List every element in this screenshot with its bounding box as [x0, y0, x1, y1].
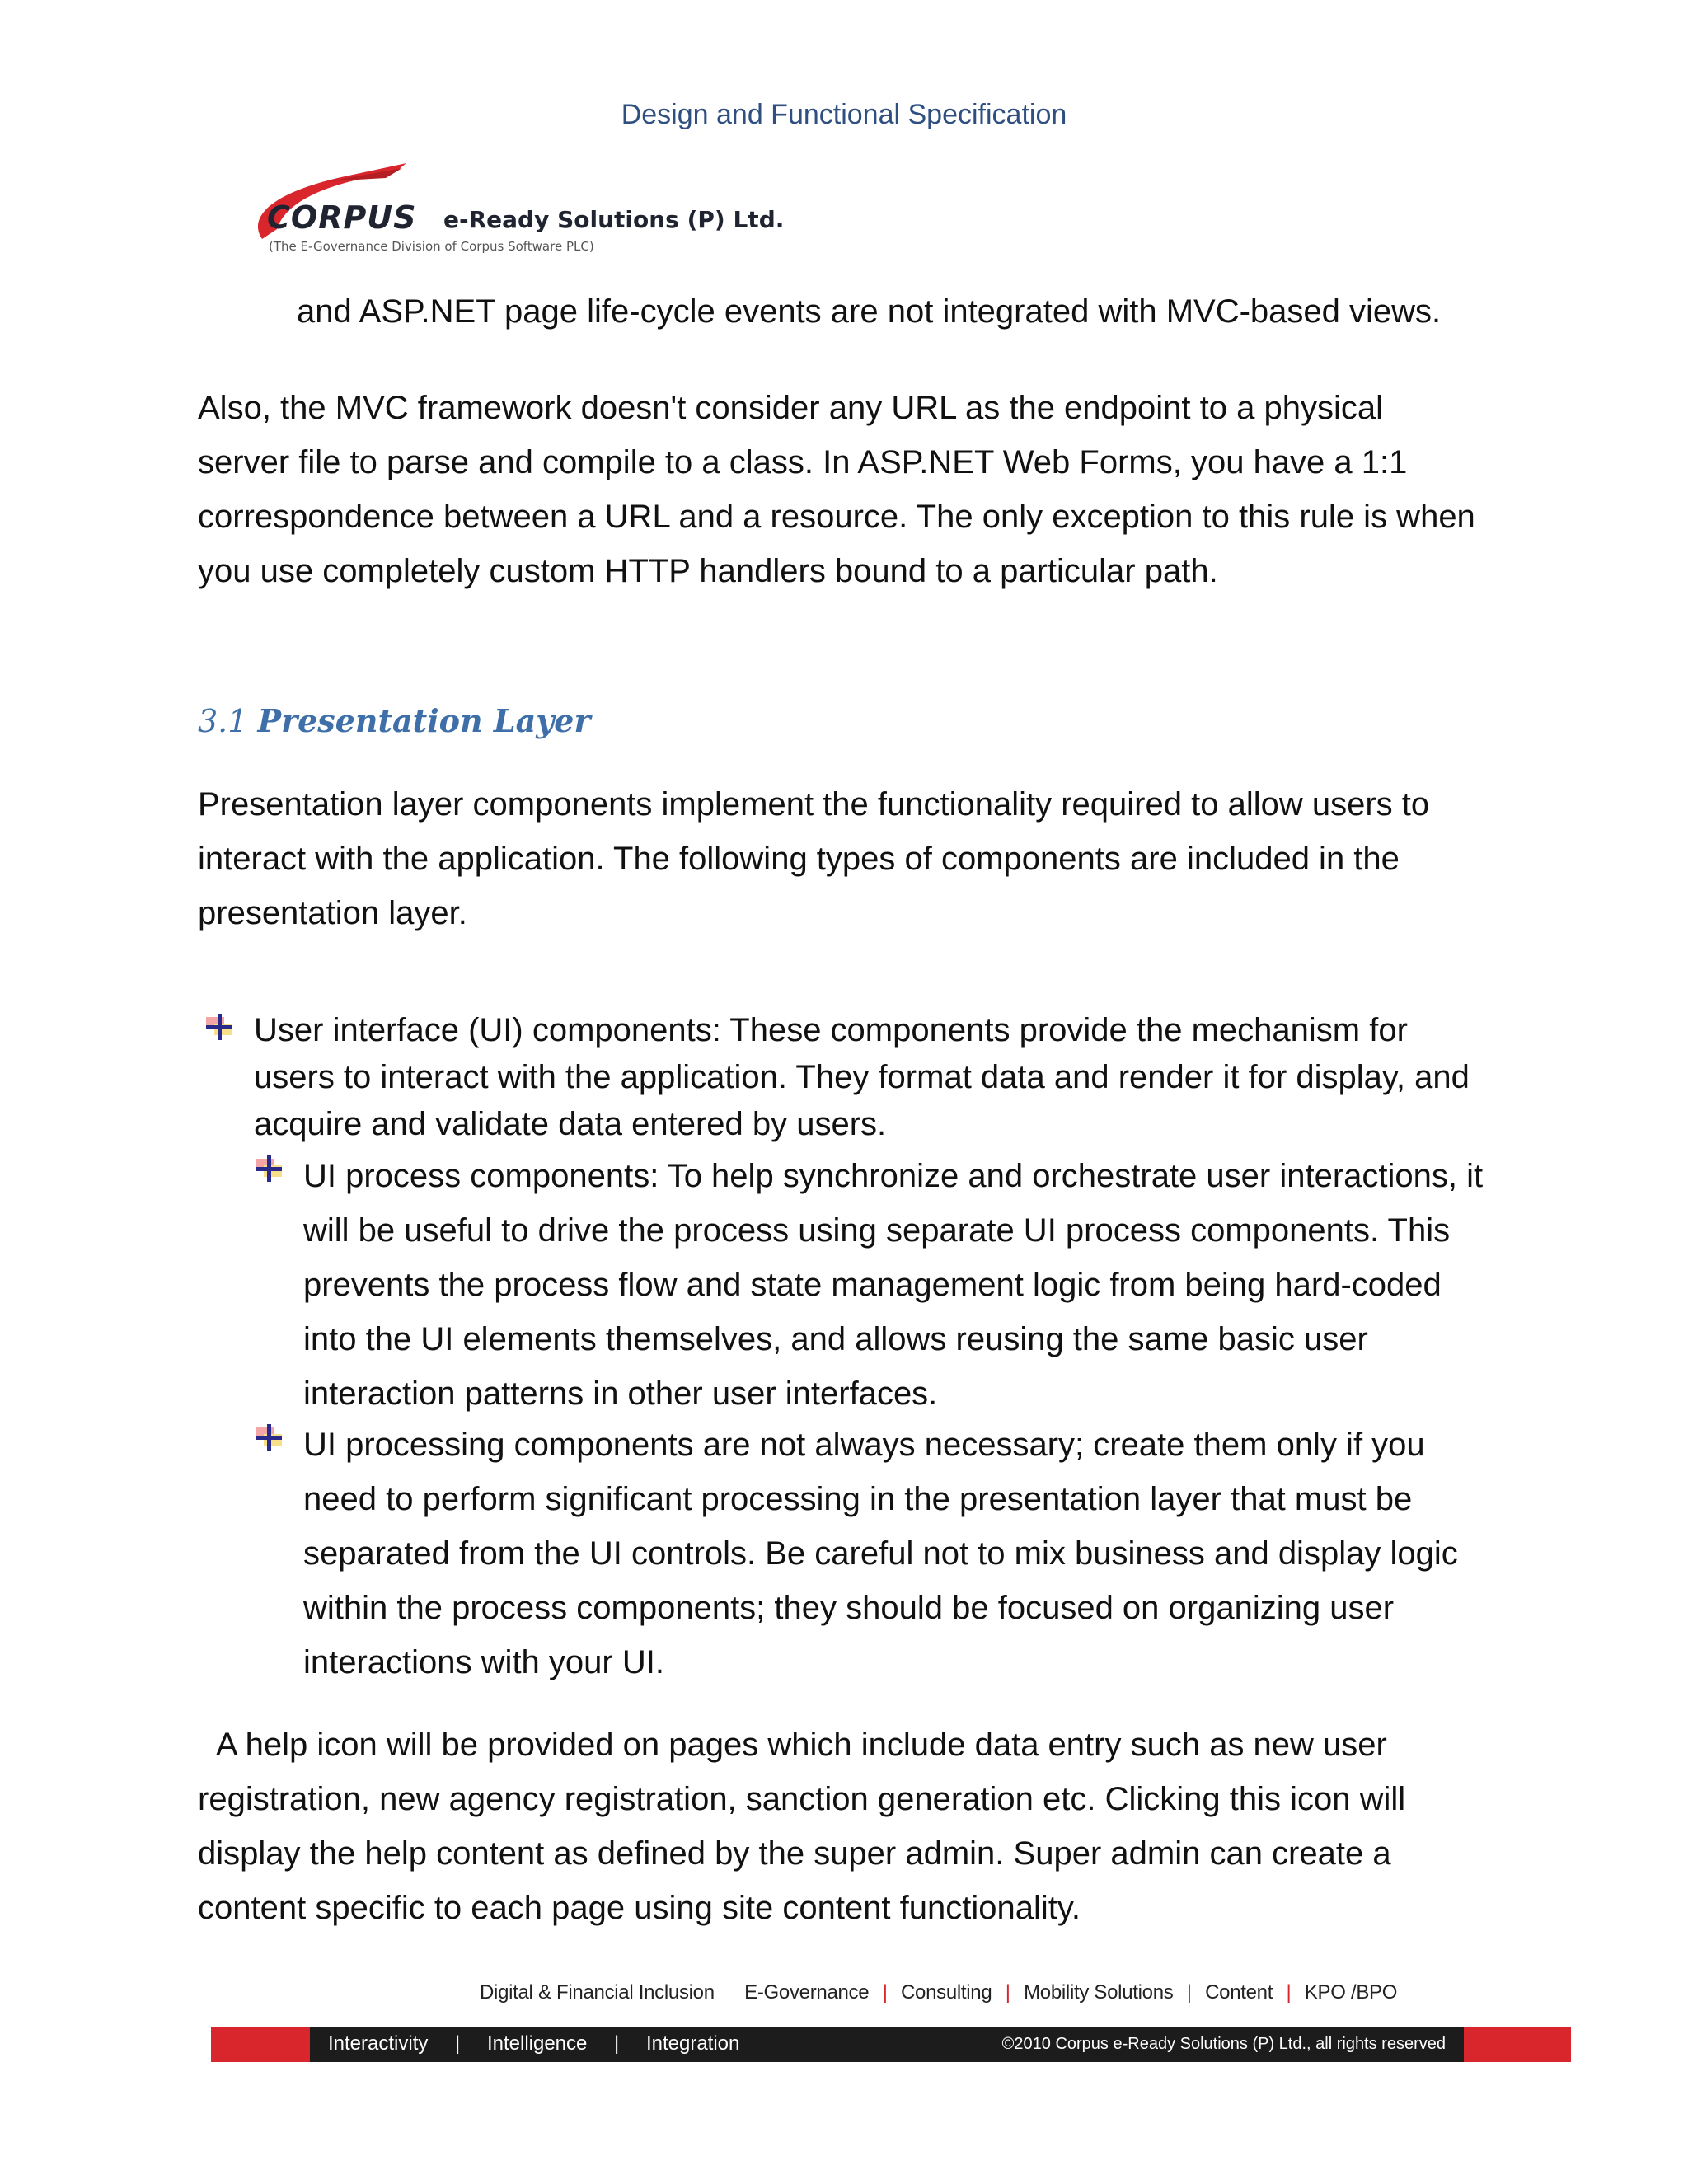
- section-heading: [198, 702, 591, 739]
- paragraph-help-icon: [198, 1718, 1484, 1935]
- bullet-cross-icon: [203, 1012, 236, 1042]
- footer-service-item: Digital & Financial Inclusion: [480, 1981, 715, 2004]
- footer-service-item: Mobility Solutions: [1024, 1981, 1174, 2004]
- logo-tagline: (The E-Governance Division of Corpus Software PLC): [269, 239, 594, 254]
- footer-bar-values: [328, 2032, 739, 2055]
- paragraph-help-icon-text: A help icon will be provided on pages which include data entry such as new user registration, new agency registration, sanction generation etc. Clicking this icon will display the help content as defined by the super admin. Super admin can create a content specific to each page using site content functionality.: [198, 1727, 1406, 1926]
- section-title: Presentation Layer: [257, 702, 591, 739]
- paragraph-mvc-url: Also, the MVC framework doesn't consider any URL as the endpoint to a physical server file to parse and compile to a class. In ASP.NET Web Forms, you have a 1:1 correspondence between a URL and a resource. The only exception to this rule is when you use completely custom HTTP handlers bound to a particular path.: [198, 390, 1475, 589]
- footer-service-item: KPO /BPO: [1304, 1981, 1398, 2004]
- footer-value-item: Interactivity: [328, 2032, 429, 2055]
- logo-brand: CORPUS: [267, 199, 417, 236]
- company-logo: [229, 157, 823, 264]
- bullet-ui-components: User interface (UI) components: These components provide the mechanism for users to interact with the application. They format data and render it for display, and acquire and validate data entered by users.: [254, 1012, 1470, 1142]
- footer-service-item: Content: [1205, 1981, 1273, 2004]
- footer-separator: |: [1005, 1981, 1010, 2004]
- continuation-paragraph: and ASP.NET page life-cycle events are not integrated with MVC-based views.: [297, 293, 1442, 330]
- footer-value-item: Integration: [645, 2032, 740, 2055]
- footer-bar-separator: |: [455, 2032, 461, 2055]
- footer-copyright: ©2010 Corpus e-Ready Solutions (P) Ltd., all rights reserved: [1001, 2035, 1446, 2053]
- footer-bar-separator: |: [614, 2032, 620, 2055]
- paragraph-presentation-intro: Presentation layer components implement the functionality required to allow users to interact with the application. The following types of components are included in the presentation layer.: [198, 786, 1430, 931]
- bullet-ui-processing-components: UI processing components are not always necessary; create them only if you need to perform significant processing in the presentation layer that must be separated from the UI controls. Be careful not to mix business and display logic within the process components; they should be focused on organizing user interactions with your UI.: [303, 1427, 1458, 1680]
- page-header-title: Design and Functional Specification: [621, 99, 1067, 130]
- footer-separator: |: [1286, 1981, 1292, 2004]
- footer-separator: |: [882, 1981, 888, 2004]
- footer-services-line: [480, 1981, 1397, 2004]
- footer-bar: [211, 2027, 1571, 2062]
- footer-service-item: Consulting: [901, 1981, 992, 2004]
- footer-separator: |: [1186, 1981, 1192, 2004]
- logo-company-name: e-Ready Solutions (P) Ltd.: [443, 206, 785, 233]
- bullet-ui-process-components: UI process components: To help synchronize and orchestrate user interactions, it will be useful to drive the process using separate UI process components. This prevents the process flow and state management logic from being hard-coded into the UI elements themselves, and allows reusing the same basic user interaction patterns in other user interfaces.: [303, 1158, 1484, 1412]
- bullet-cross-icon: [252, 1154, 285, 1183]
- section-number: 3.1: [198, 703, 248, 739]
- bullet-cross-icon: [252, 1422, 285, 1452]
- footer-bar-inner: [310, 2027, 1464, 2062]
- footer-service-item: E-Governance: [744, 1981, 870, 2004]
- footer-value-item: Intelligence: [486, 2032, 588, 2055]
